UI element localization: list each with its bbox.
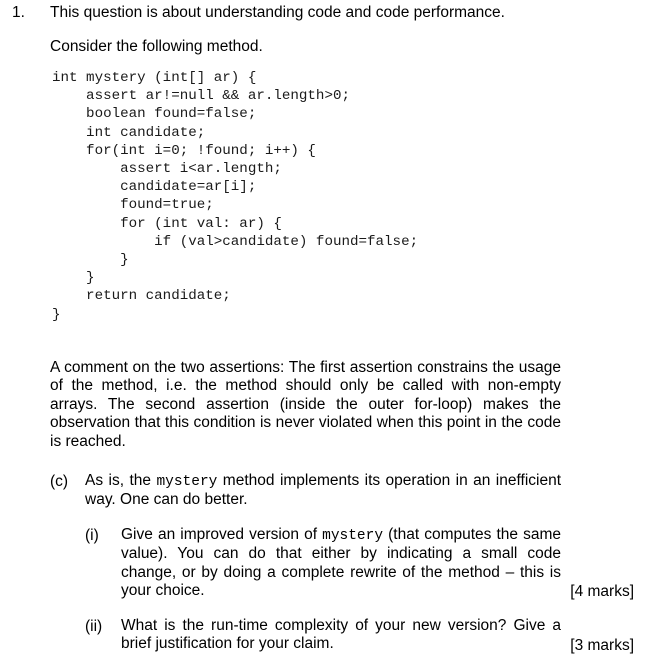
part-c-code-word: mystery <box>156 474 218 490</box>
code-line: } <box>52 306 61 323</box>
question-intro: This question is about understanding code and code performance. <box>50 4 505 21</box>
part-ii-text: What is the run-time complexity of your new version? Give a brief justification for your claim. <box>121 617 561 653</box>
code-line: } <box>52 252 129 269</box>
code-line: boolean found=false; <box>52 106 257 123</box>
code-line: int mystery (int[] ar) { <box>52 70 257 86</box>
code-line: found=true; <box>52 197 214 214</box>
code-line: candidate=ar[i]; <box>52 179 257 196</box>
code-line: for (int val: ar) { <box>52 215 282 232</box>
part-ii-marks: [3 marks] <box>570 637 634 654</box>
part-i-code-word: mystery <box>322 528 384 544</box>
code-line: int candidate; <box>52 124 206 141</box>
part-i-marks: [4 marks] <box>570 583 634 600</box>
assertions-comment: A comment on the two assertions: The first assertion constrains the usage of the method, i.e. the method should only be called with non-empty arrays. The second assertion (inside the outer for-loop) makes the observation that this condition is never violated when this point in the code is reached. <box>50 359 561 450</box>
part-c-text-after: method implements its operation in an inefficient way. One can do better. <box>85 472 562 509</box>
question-number: 1. <box>12 4 25 21</box>
part-c-text-before: As is, the <box>85 472 157 489</box>
part-c-label: (c) <box>50 473 69 490</box>
part-i-label: (i) <box>85 527 99 544</box>
code-block <box>52 69 418 324</box>
part-i-text <box>121 526 561 601</box>
part-i-text-before: Give an improved version of <box>121 526 323 543</box>
code-line: if (val>candidate) found=false; <box>52 233 419 250</box>
code-line: assert ar!=null && ar.length>0; <box>52 88 350 105</box>
consider-text: Consider the following method. <box>50 38 263 55</box>
code-line: return candidate; <box>52 288 231 305</box>
code-line: } <box>52 270 95 287</box>
part-i-text-after: (that computes the same value). You can do that either by indicating a small code change, or by doing a complete rewrite of the method – this is your choice. <box>121 526 561 600</box>
part-c-text <box>85 472 561 510</box>
code-line: assert i<ar.length; <box>52 161 282 178</box>
code-line: for(int i=0; !found; i++) { <box>52 142 316 159</box>
part-ii-label: (ii) <box>85 618 103 635</box>
